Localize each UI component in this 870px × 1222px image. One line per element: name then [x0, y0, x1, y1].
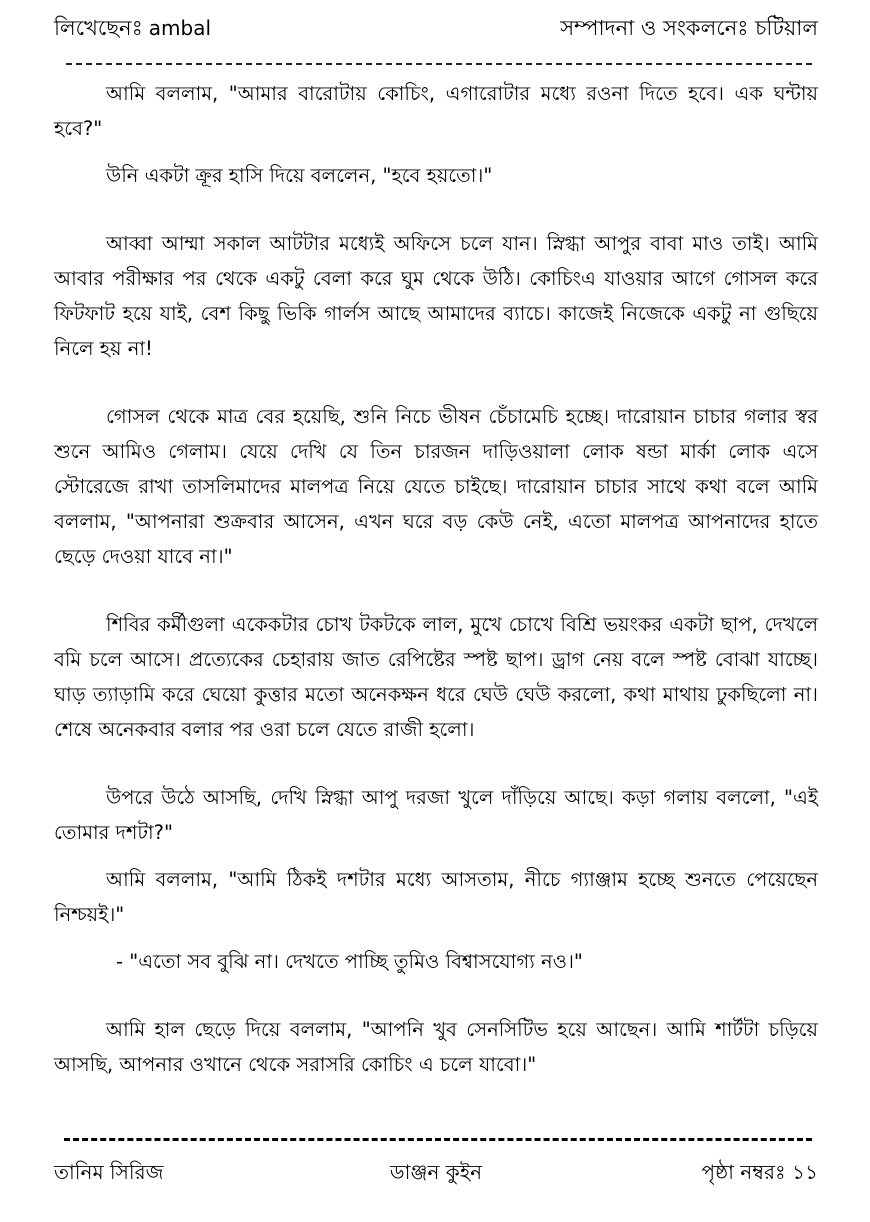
page-header [54, 12, 818, 46]
paragraph: - "এতো সব বুঝি না। দেখতে পাচ্ছি তুমিও বিশ্বাসযোগ্য নও।" [116, 950, 583, 973]
author-name: ambal [148, 15, 212, 40]
page-footer [54, 1158, 818, 1190]
paragraph: আমি হাল ছেড়ে দিয়ে বললাম, "আপনি খুব সেনসিটিভ হয়ে আছেন। আমি শার্টটা চড়িয়ে আসছি, আপনার ওখানে থেকে সরাসরি কোচিং এ চলে যাবো।" [54, 1018, 818, 1076]
paragraph: উনি একটা ক্রূর হাসি দিয়ে বললেন, "হবে হয়তো।" [106, 164, 493, 187]
editor-credit: সম্পাদনা ও সংকলনেঃ চটিয়াল [560, 15, 818, 40]
author-credit [54, 12, 211, 47]
story-body [54, 76, 818, 1082]
series-name: তানিম সিরিজ [54, 1159, 164, 1184]
paragraph: আমি বললাম, "আমার বারোটায় কোচিং, এগারোটার মধ্যে রওনা দিতে হবে। এক ঘন্টায় হবে?" [54, 82, 818, 140]
paragraph: আব্বা আম্মা সকাল আটটার মধ্যেই অফিসে চলে যান। স্নিগ্ধা আপুর বাবা মাও তাই। আমি আবার পরীক্ষার পর থেকে একটু বেলা করে ঘুম থেকে উঠি। কোচিংএ যাওয়ার আগে গোসল করে ফিটফাট হয়ে যাই, বেশ কিছু ভিকি গার্লস আছে আমাদের ব্যাচে। কাজেই নিজেকে একটু না গুছিয়ে নিলে হয় না! [54, 232, 818, 360]
paragraph: আমি বললাম, "আমি ঠিকই দশটার মধ্যে আসতাম, নীচে গ্যাঞ্জাম হচ্ছে শুনতে পেয়েছেন নিশ্চয়ই।" [54, 868, 818, 926]
footer-divider [64, 1138, 812, 1141]
header-divider [66, 63, 812, 65]
page-number: পৃষ্ঠা নম্বরঃ ১১ [701, 1159, 818, 1184]
paragraph: শিবির কর্মীগুলা একেকটার চোখ টকটকে লাল, মুখে চোখে বিশ্রি ভয়ংকর একটা ছাপ, দেখলে বমি চলে আসে। প্রত্যেকের চেহারায় জাত রেপিষ্টের স্পষ্ট ছাপ। ড্রাগ নেয় বলে স্পষ্ট বোঝা যাচ্ছে। ঘাড় ত্যাড়ামি করে ঘেয়ো কুত্তার মতো অনেকক্ষন ধরে ঘেউ ঘেউ করলো, কথা মাথায় ঢুকছিলো না। শেষে অনেকবার বলার পর ওরা চলে যেতে রাজী হলো। [54, 613, 818, 741]
paragraph: গোসল থেকে মাত্র বের হয়েছি, শুনি নিচে ভীষন চেঁচামেচি হচ্ছে। দারোয়ান চাচার গলার স্বর শুনে আমিও গেলাম। যেয়ে দেখি যে তিন চারজন দাড়িওয়ালা লোক ষন্ডা মার্কা লোক এসে স্টোরেজে রাখা তাসলিমাদের মালপত্র নিয়ে যেতে চাইছে। দারোয়ান চাচার সাথে কথা বলে আমি বললাম, "আপনারা শুক্রবার আসেন, এখন ঘরে বড় কেউ নেই, এতো মালপত্র আপনাদের হাতে ছেড়ে দেওয়া যাবে না।" [54, 405, 818, 568]
story-title: ডাঞ্জন কুইন [389, 1159, 483, 1184]
paragraph: উপরে উঠে আসছি, দেখি স্নিগ্ধা আপু দরজা খুলে দাঁড়িয়ে আছে। কড়া গলায় বললো, "এই তোমার দশটা?" [54, 786, 818, 844]
author-label: লিখেছেনঃ [54, 15, 143, 40]
